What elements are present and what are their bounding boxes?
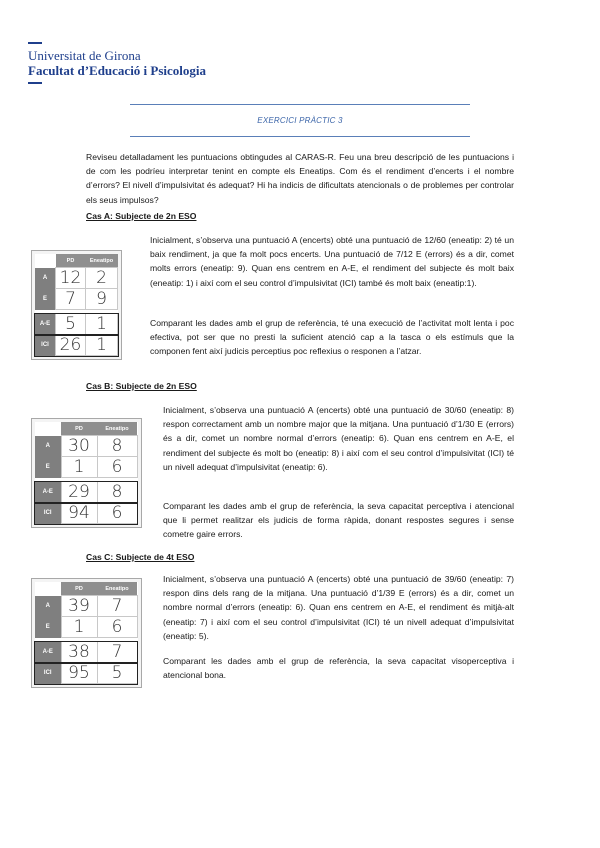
pd-value: 12 — [56, 268, 86, 289]
university-name: Universitat de Girona — [28, 48, 141, 63]
case-c-paragraph-1: Inicialment, s’observa una puntuació A (encerts) obté una puntuació de 39/60 (eneatip: 7) respon dins dels rang de la mitjana. Una puntuació d’1/39 E (errors) és a dir, comet un nombre normal d’errors (eneatip: 6). Quan ens centrem en A-E, el rendiment és mitjà-alt (eneatip: 7) i així com el seu control d’impulsivitat (ICI) té un nivell adequat d’impulsivitat (eneatip: 5). — [163, 574, 514, 641]
row-label: A-E — [35, 482, 61, 503]
pd-value: 26 — [56, 335, 86, 356]
eneatipo-value: 2 — [86, 268, 118, 289]
exercise-title: EXERCICI PRÀCTIC 3 — [257, 116, 343, 125]
eneatipo-value: 1 — [86, 314, 118, 335]
eneatipo-value: 1 — [86, 335, 118, 356]
pd-value: 5 — [56, 314, 86, 335]
case-c-paragraph-2: Comparant les dades amb el grup de referència, la seva capacitat visoperceptiva i atencional bona. — [163, 656, 514, 681]
row-label: E — [35, 289, 56, 310]
eneatipo-value: 7 — [97, 642, 137, 663]
row-label: E — [35, 457, 61, 478]
pd-value: 29 — [61, 482, 97, 503]
case-b-score-table — [31, 418, 142, 528]
header-eneatipo: Eneatipo — [86, 254, 118, 268]
pd-value: 1 — [61, 617, 97, 638]
row-label: A — [35, 268, 56, 289]
pd-value: 7 — [56, 289, 86, 310]
faculty-name: Facultat d’Educació i Psicologia — [28, 63, 207, 78]
pd-value: 94 — [61, 503, 97, 524]
eneatipo-value: 5 — [97, 663, 137, 684]
row-label: A — [35, 596, 61, 617]
pd-value: 30 — [61, 436, 97, 457]
eneatipo-value: 7 — [97, 596, 137, 617]
case-c-title: Cas C: Subjecte de 4t ESO — [86, 552, 195, 562]
header-pd: PD — [61, 422, 97, 436]
eneatipo-value: 8 — [97, 436, 137, 457]
header-pd: PD — [61, 582, 97, 596]
pd-value: 38 — [61, 642, 97, 663]
row-label: A-E — [35, 314, 56, 335]
row-label: A — [35, 436, 61, 457]
case-a-title: Cas A: Subjecte de 2n ESO — [86, 211, 197, 221]
row-label: E — [35, 617, 61, 638]
eneatipo-value: 9 — [86, 289, 118, 310]
header-eneatipo: Eneatipo — [97, 422, 137, 436]
title-rule-top — [130, 104, 470, 105]
eneatipo-value: 6 — [97, 617, 137, 638]
eneatipo-value: 8 — [97, 482, 137, 503]
title-rule-bottom — [130, 136, 470, 137]
case-a-score-table — [31, 250, 122, 360]
case-b-paragraph-2: Comparant les dades amb el grup de referència, la seva capacitat perceptiva i atencional que li permet realitzar els judicis de forma ràpida, donant respostes segures i sense cometre gaire errors. — [163, 501, 514, 540]
case-a-paragraph-2: Comparant les dades amb el grup de referència, té una execució de l’activitat molt lenta i poc efectiva, pot ser que no presti la suficient atenció cap a la tasca o els estímuls que la componen fent així judicis perceptius poc reflexius o responen a l’atzar. — [150, 318, 514, 357]
pd-value: 39 — [61, 596, 97, 617]
row-label: A-E — [35, 642, 61, 663]
row-label: ICI — [35, 503, 61, 524]
intro-paragraph: Reviseu detalladament les puntuacions obtingudes al CARAS-R. Feu una breu descripció de les puntuacions i de com les podríeu interpretar tenint en compte els Eneatips. Com és el rendiment d’encerts i el nombre d’errors? El nivell d’impulsivitat és adequat? Hi ha indicis de dificultats atencionals o de problemes per controlar els seus impulsos? — [86, 152, 514, 205]
page-header — [28, 42, 206, 84]
case-b-paragraph-1: Inicialment, s’observa una puntuació A (encerts) obté una puntuació de 30/60 (eneatip: 8) respon correctament amb un nombre major que la mitjana. Una puntuació d’1/30 E (errors) és a dir, comet un nombre normal d’errors (eneatip: 6). Quan ens centrem en A-E, el rendiment del subjecte és molt bo (eneatip: 8) i així com el seu control d’impulsivitat (ICI) té un nivell adequat d’impulsivitat (eneatip: 6). — [163, 405, 514, 472]
row-label: ICI — [35, 335, 56, 356]
logo-rule-top — [28, 42, 42, 44]
case-c-score-table — [31, 578, 142, 688]
header-pd: PD — [56, 254, 86, 268]
row-label: ICI — [35, 663, 61, 684]
case-b-title: Cas B: Subjecte de 2n ESO — [86, 381, 197, 391]
pd-value: 95 — [61, 663, 97, 684]
eneatipo-value: 6 — [97, 503, 137, 524]
case-a-paragraph-1: Inicialment, s’observa una puntuació A (encerts) obté una puntuació de 12/60 (eneatip: 2) té un baix rendiment, ja que fa molt pocs encerts. Una puntuació de 7/12 E (errors) és a dir, comet molts errors (eneatip: 9). Quan ens centrem en A-E, el rendiment del subjecte és molt baix (eneatip: 1) i així com el seu control d’impulsivitat (ICI) també és molt baix (eneatip:1). — [150, 235, 514, 288]
pd-value: 1 — [61, 457, 97, 478]
header-eneatipo: Eneatipo — [97, 582, 137, 596]
eneatipo-value: 6 — [97, 457, 137, 478]
logo-rule-bottom — [28, 82, 42, 84]
